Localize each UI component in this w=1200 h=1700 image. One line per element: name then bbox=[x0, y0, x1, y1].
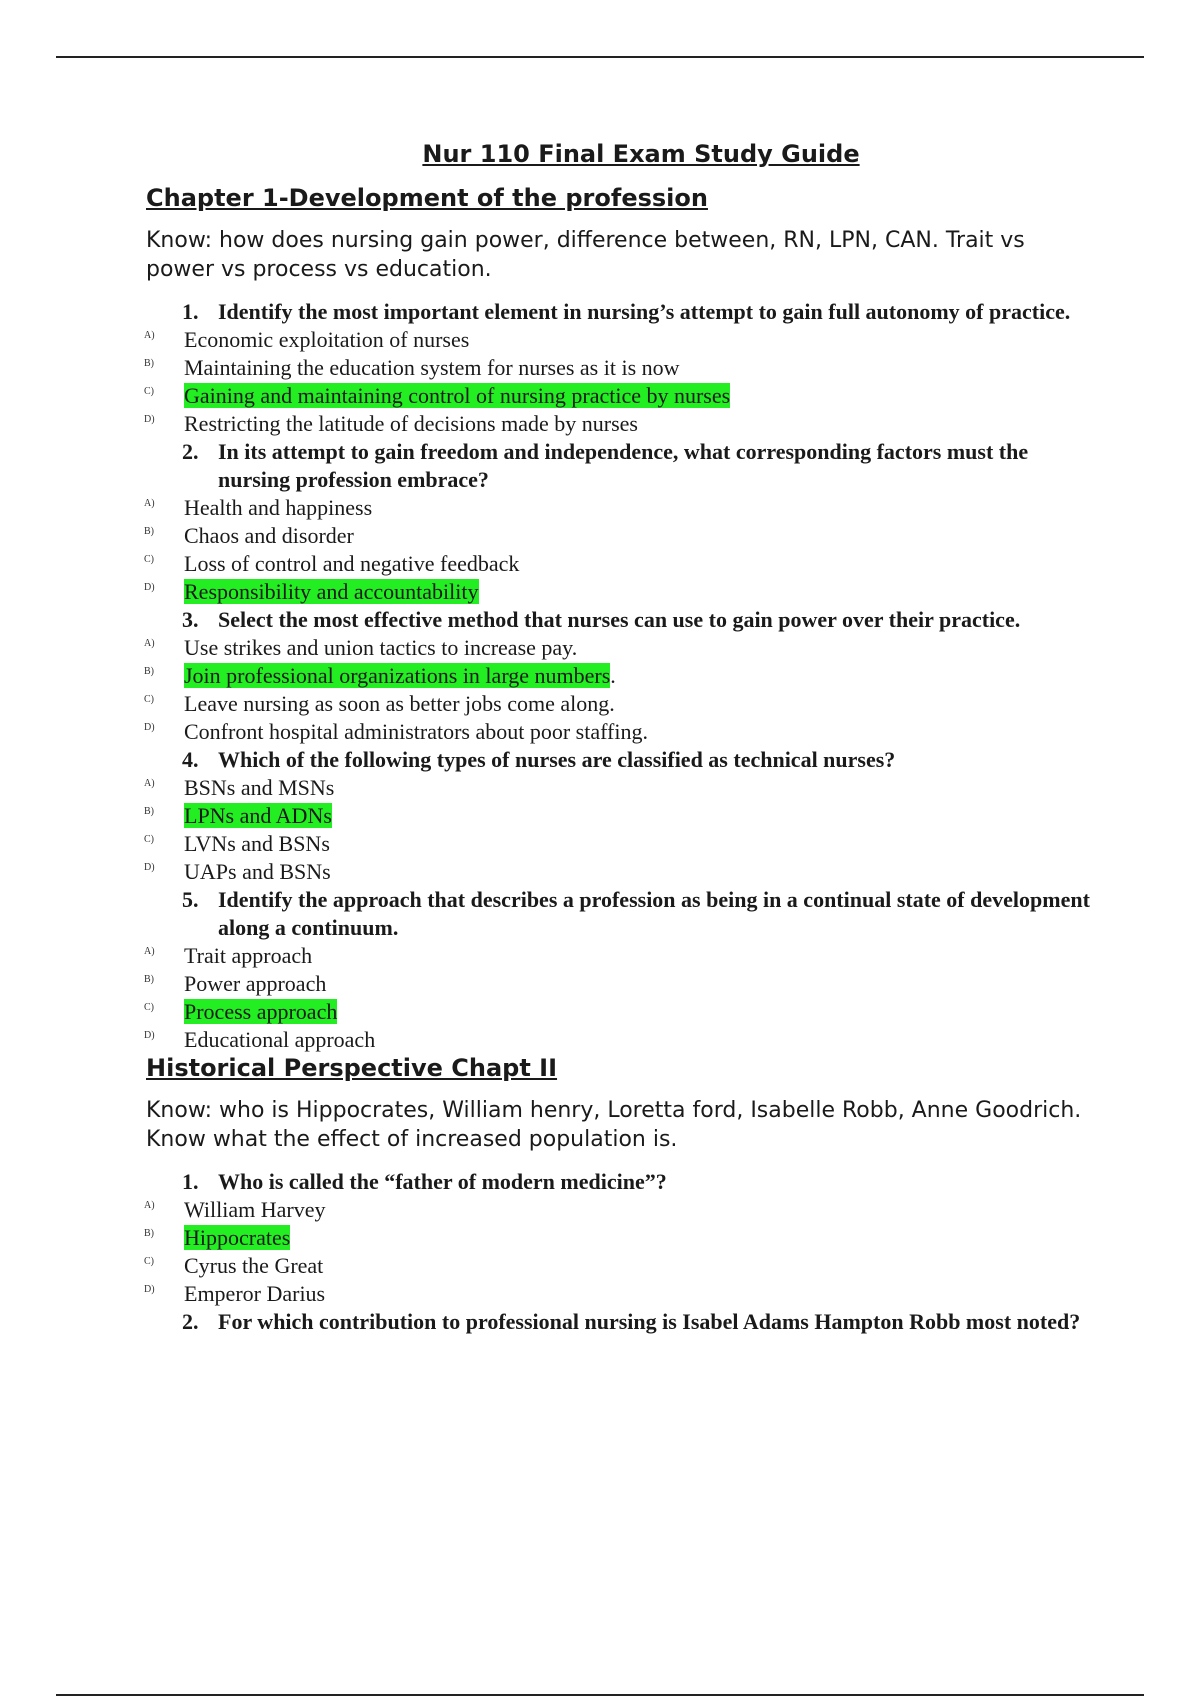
option-letter: A) bbox=[144, 778, 155, 789]
option-letter: A) bbox=[144, 1200, 155, 1211]
question bbox=[146, 886, 1096, 942]
answer-option bbox=[146, 578, 1096, 606]
answer-option bbox=[146, 1252, 1096, 1280]
question-text: In its attempt to gain freedom and independence, what corresponding factors must the nursing profession embrace? bbox=[218, 439, 1029, 492]
section-heading: Chapter 1-Development of the profession bbox=[146, 184, 708, 212]
answer-option bbox=[146, 1280, 1096, 1308]
option-text: Health and happiness bbox=[184, 495, 373, 520]
option-letter: C) bbox=[144, 386, 154, 397]
correct-answer-text: LPNs and ADNs bbox=[184, 803, 332, 828]
question-number: 1. bbox=[182, 299, 199, 324]
sections-container bbox=[146, 184, 1096, 1336]
question bbox=[146, 438, 1096, 494]
answer-option bbox=[146, 494, 1096, 522]
bottom-rule bbox=[56, 1694, 1144, 1696]
answer-option bbox=[146, 1026, 1096, 1054]
option-letter: A) bbox=[144, 638, 155, 649]
answer-option bbox=[146, 858, 1096, 886]
answer-option bbox=[146, 382, 1096, 410]
answer-option bbox=[146, 718, 1096, 746]
option-letter: D) bbox=[144, 582, 155, 593]
option-letter: C) bbox=[144, 834, 154, 845]
option-letter: D) bbox=[144, 1284, 155, 1295]
answer-option bbox=[146, 690, 1096, 718]
correct-answer-text: Join professional organizations in large numbers bbox=[184, 663, 611, 688]
answer-option bbox=[146, 410, 1096, 438]
know-note: Know: who is Hippocrates, William henry, Loretta ford, Isabelle Robb, Anne Goodrich. Know what the effect of increased population is. bbox=[146, 1098, 1082, 1152]
option-text: Economic exploitation of nurses bbox=[184, 327, 470, 352]
question-text: Identify the approach that describes a profession as being in a continual state of development along a continuum. bbox=[218, 887, 1090, 940]
option-letter: B) bbox=[144, 526, 154, 537]
know-note: Know: how does nursing gain power, difference between, RN, LPN, CAN. Trait vs power vs process vs education. bbox=[146, 228, 1025, 282]
option-letter: A) bbox=[144, 330, 155, 341]
answer-option bbox=[146, 550, 1096, 578]
document-title: Nur 110 Final Exam Study Guide bbox=[422, 140, 860, 168]
question-number: 2. bbox=[182, 1309, 199, 1334]
question bbox=[146, 606, 1096, 634]
option-letter: D) bbox=[144, 722, 155, 733]
option-letter: D) bbox=[144, 1030, 155, 1041]
answer-option bbox=[146, 802, 1096, 830]
correct-answer-text: Responsibility and accountability bbox=[184, 579, 479, 604]
option-text: Restricting the latitude of decisions made by nurses bbox=[184, 411, 638, 436]
correct-answer-text: Gaining and maintaining control of nursing practice by nurses bbox=[184, 383, 731, 408]
option-letter: D) bbox=[144, 414, 155, 425]
answer-option bbox=[146, 634, 1096, 662]
option-text: Use strikes and union tactics to increase pay. bbox=[184, 635, 578, 660]
question-text: Select the most effective method that nurses can use to gain power over their practice. bbox=[218, 607, 1021, 632]
answer-option bbox=[146, 942, 1096, 970]
option-letter: B) bbox=[144, 806, 154, 817]
question bbox=[146, 1168, 1096, 1196]
question bbox=[146, 298, 1096, 326]
option-text: William Harvey bbox=[184, 1197, 326, 1222]
question-text: Identify the most important element in nursing’s attempt to gain full autonomy of practice. bbox=[218, 299, 1071, 324]
question-number: 3. bbox=[182, 607, 199, 632]
option-text: Chaos and disorder bbox=[184, 523, 354, 548]
correct-answer-text: Process approach bbox=[184, 999, 338, 1024]
option-letter: A) bbox=[144, 498, 155, 509]
question-number: 2. bbox=[182, 439, 199, 464]
answer-option bbox=[146, 662, 1096, 690]
answer-option bbox=[146, 1224, 1096, 1252]
option-letter: B) bbox=[144, 1228, 154, 1239]
option-text: Trait approach bbox=[184, 943, 313, 968]
option-letter: B) bbox=[144, 666, 154, 677]
answer-option bbox=[146, 522, 1096, 550]
section-heading: Historical Perspective Chapt II bbox=[146, 1054, 558, 1082]
option-text: Loss of control and negative feedback bbox=[184, 551, 520, 576]
option-letter: C) bbox=[144, 1256, 154, 1267]
answer-option bbox=[146, 354, 1096, 382]
question-text: Which of the following types of nurses are classified as technical nurses? bbox=[218, 747, 896, 772]
answer-option bbox=[146, 970, 1096, 998]
question-text: For which contribution to professional nursing is Isabel Adams Hampton Robb most noted? bbox=[218, 1309, 1081, 1334]
answer-option bbox=[146, 830, 1096, 858]
top-rule bbox=[56, 56, 1144, 58]
option-text: LVNs and BSNs bbox=[184, 831, 330, 856]
correct-answer-text: Hippocrates bbox=[184, 1225, 291, 1250]
option-text: UAPs and BSNs bbox=[184, 859, 331, 884]
option-letter: C) bbox=[144, 554, 154, 565]
option-letter: D) bbox=[144, 862, 155, 873]
option-suffix: . bbox=[610, 663, 616, 688]
option-letter: B) bbox=[144, 974, 154, 985]
document-body bbox=[146, 140, 1096, 1336]
option-letter: C) bbox=[144, 1002, 154, 1013]
option-text: Educational approach bbox=[184, 1027, 376, 1052]
option-text: Confront hospital administrators about poor staffing. bbox=[184, 719, 648, 744]
option-text: Maintaining the education system for nurses as it is now bbox=[184, 355, 680, 380]
question-number: 1. bbox=[182, 1169, 199, 1194]
option-text: BSNs and MSNs bbox=[184, 775, 335, 800]
answer-option bbox=[146, 774, 1096, 802]
answer-option bbox=[146, 326, 1096, 354]
option-letter: C) bbox=[144, 694, 154, 705]
question-number: 4. bbox=[182, 747, 199, 772]
option-letter: A) bbox=[144, 946, 155, 957]
answer-option bbox=[146, 998, 1096, 1026]
option-text: Cyrus the Great bbox=[184, 1253, 324, 1278]
answer-option bbox=[146, 1196, 1096, 1224]
question-number: 5. bbox=[182, 887, 199, 912]
question bbox=[146, 1308, 1096, 1336]
option-text: Power approach bbox=[184, 971, 327, 996]
option-text: Emperor Darius bbox=[184, 1281, 326, 1306]
question bbox=[146, 746, 1096, 774]
option-text: Leave nursing as soon as better jobs come along. bbox=[184, 691, 615, 716]
question-text: Who is called the “father of modern medicine”? bbox=[218, 1169, 667, 1194]
option-letter: B) bbox=[144, 358, 154, 369]
